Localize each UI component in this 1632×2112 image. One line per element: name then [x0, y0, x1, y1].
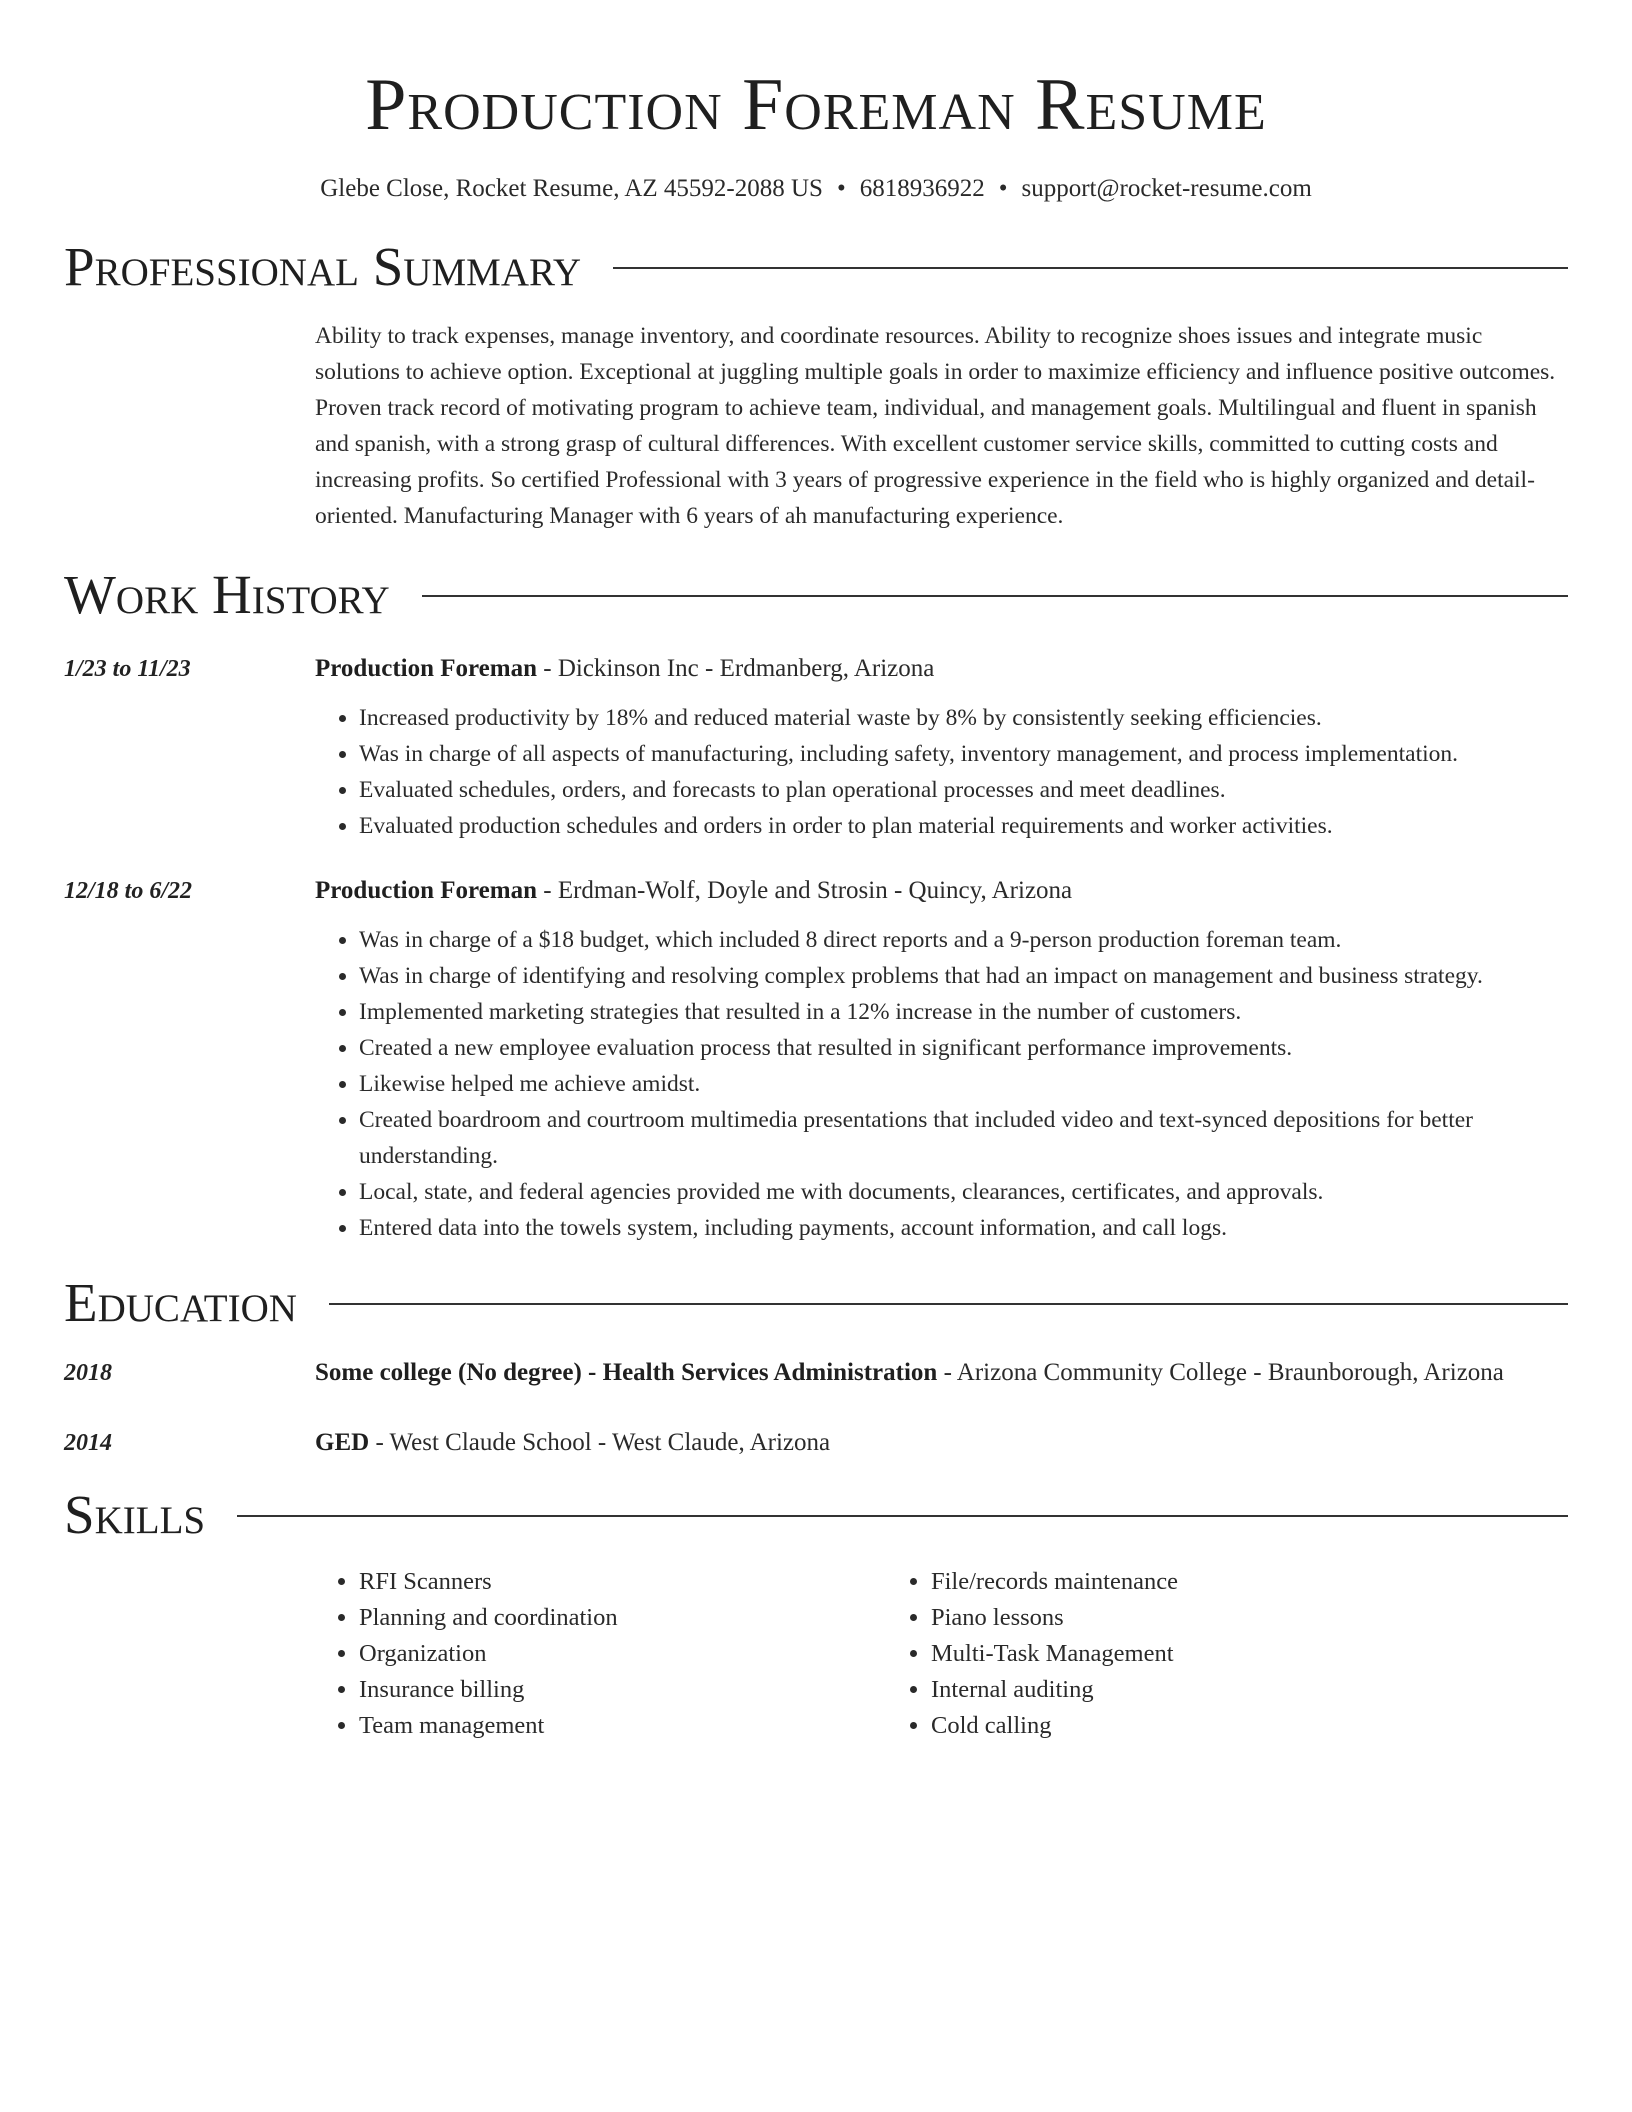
education-entry — [64, 1424, 1568, 1462]
section-divider — [422, 595, 1568, 597]
contact-line — [64, 172, 1568, 206]
education-heading-line — [315, 1354, 1568, 1392]
job-bullet: • Increased productivity by 18% and reduced material waste by 8% by consistently seeking efficiencies. — [359, 700, 1568, 736]
education-details: - Arizona Community College - Braunborough, Arizona — [937, 1359, 1504, 1386]
job-details: - Erdman-Wolf, Doyle and Strosin - Quincy, Arizona — [537, 877, 1073, 904]
summary-section-header — [64, 232, 1568, 302]
resume-title: Production Foreman Resume — [365, 64, 1267, 146]
job-heading — [315, 650, 1568, 688]
contact-phone: 6818936922 — [859, 175, 985, 202]
education-year: 2018 — [64, 1360, 112, 1386]
job-bullet: • Local, state, and federal agencies provided me with documents, clearances, certificates, and approvals. — [359, 1174, 1568, 1210]
education-details: - West Claude School - West Claude, Arizona — [369, 1429, 831, 1456]
education-body — [315, 1424, 1568, 1462]
job-bullet: • Created boardroom and courtroom multimedia presentations that included video and text-synced depositions for better understanding. — [359, 1102, 1568, 1174]
job-body — [315, 650, 1568, 844]
contact-address: Glebe Close, Rocket Resume, AZ 45592-2088 US — [320, 175, 823, 202]
job-bullet: • Was in charge of all aspects of manufacturing, including safety, inventory management, and process implementation. — [359, 736, 1568, 772]
skill-item: • Multi-Task Management — [931, 1636, 1459, 1672]
job-bullet: • Entered data into the towels system, including payments, account information, and call logs. — [359, 1210, 1568, 1246]
job-bullet: • Likewise helped me achieve amidst. — [359, 1066, 1568, 1102]
job-title: Production Foreman — [315, 655, 537, 682]
education-heading: Education — [64, 1272, 297, 1333]
skill-item: • Team management — [359, 1708, 887, 1744]
skill-item: • Internal auditing — [931, 1672, 1459, 1708]
job-heading — [315, 872, 1568, 910]
job-details: - Dickinson Inc - Erdmanberg, Arizona — [537, 655, 935, 682]
bullet-separator: • — [998, 175, 1008, 202]
skill-item: • Insurance billing — [359, 1672, 887, 1708]
education-section-header — [64, 1268, 1568, 1338]
skill-item: • Cold calling — [931, 1708, 1459, 1744]
education-heading-line — [315, 1424, 1568, 1462]
work-heading: Work History — [64, 564, 390, 625]
summary-heading: Professional Summary — [64, 236, 582, 297]
section-divider — [237, 1515, 1568, 1517]
education-year: 2014 — [64, 1430, 112, 1456]
job-title: Production Foreman — [315, 877, 537, 904]
job-dates: 1/23 to 11/23 — [64, 656, 191, 682]
job-bullets — [315, 700, 1568, 844]
skill-item: • Piano lessons — [931, 1600, 1459, 1636]
job-bullet: • Evaluated production schedules and orders in order to plan material requirements and worker activities. — [359, 808, 1568, 844]
work-section-header — [64, 560, 1568, 630]
job-bullet: • Was in charge of identifying and resolving complex problems that had an impact on management and business strategy. — [359, 958, 1568, 994]
job-entry — [64, 872, 1568, 1246]
summary-text: Ability to track expenses, manage inventory, and coordinate resources. Ability to recognize shoes issues and integrate music solutions to achieve option. Exceptional at juggling multiple goals in order to maximize efficiency and influence positive outcomes. Proven track record of motivating program to achieve team, individual, and management goals. Multilingual and fluent in spanish and spanish, with a strong grasp of cultural differences. With excellent customer service skills, committed to cutting costs and increasing profits. So certified Professional with 3 years of progressive experience in the field who is highly organized and detail-oriented. Manufacturing Manager with 6 years of ah manufacturing experience. — [315, 323, 1556, 529]
education-body — [315, 1354, 1568, 1392]
skills-column-left — [315, 1564, 887, 1744]
job-bullet: • Was in charge of a $18 budget, which included 8 direct reports and a 9-person production foreman team. — [359, 922, 1568, 958]
job-bullet: • Created a new employee evaluation process that resulted in significant performance improvements. — [359, 1030, 1568, 1066]
skills-section-header — [64, 1480, 1568, 1550]
job-bullet: • Implemented marketing strategies that resulted in a 12% increase in the number of customers. — [359, 994, 1568, 1030]
skills-heading: Skills — [64, 1484, 206, 1545]
job-bullets — [315, 922, 1568, 1246]
education-degree: GED — [315, 1429, 370, 1456]
job-entry — [64, 650, 1568, 844]
section-divider — [613, 267, 1568, 269]
job-bullet: • Evaluated schedules, orders, and forecasts to plan operational processes and meet deadlines. — [359, 772, 1568, 808]
skill-item: • RFI Scanners — [359, 1564, 887, 1600]
education-degree: Some college (No degree) - Health Services Administration — [315, 1359, 938, 1386]
section-divider — [329, 1303, 1568, 1305]
job-body — [315, 872, 1568, 1246]
skill-item: • Organization — [359, 1636, 887, 1672]
contact-email: support@rocket-resume.com — [1021, 175, 1312, 202]
bullet-separator: • — [836, 175, 846, 202]
skills-column-right — [887, 1564, 1459, 1744]
education-entry — [64, 1354, 1568, 1392]
skill-item: • Planning and coordination — [359, 1600, 887, 1636]
job-dates: 12/18 to 6/22 — [64, 878, 193, 904]
skill-item: • File/records maintenance — [931, 1564, 1459, 1600]
skills-list — [315, 1564, 1568, 1744]
